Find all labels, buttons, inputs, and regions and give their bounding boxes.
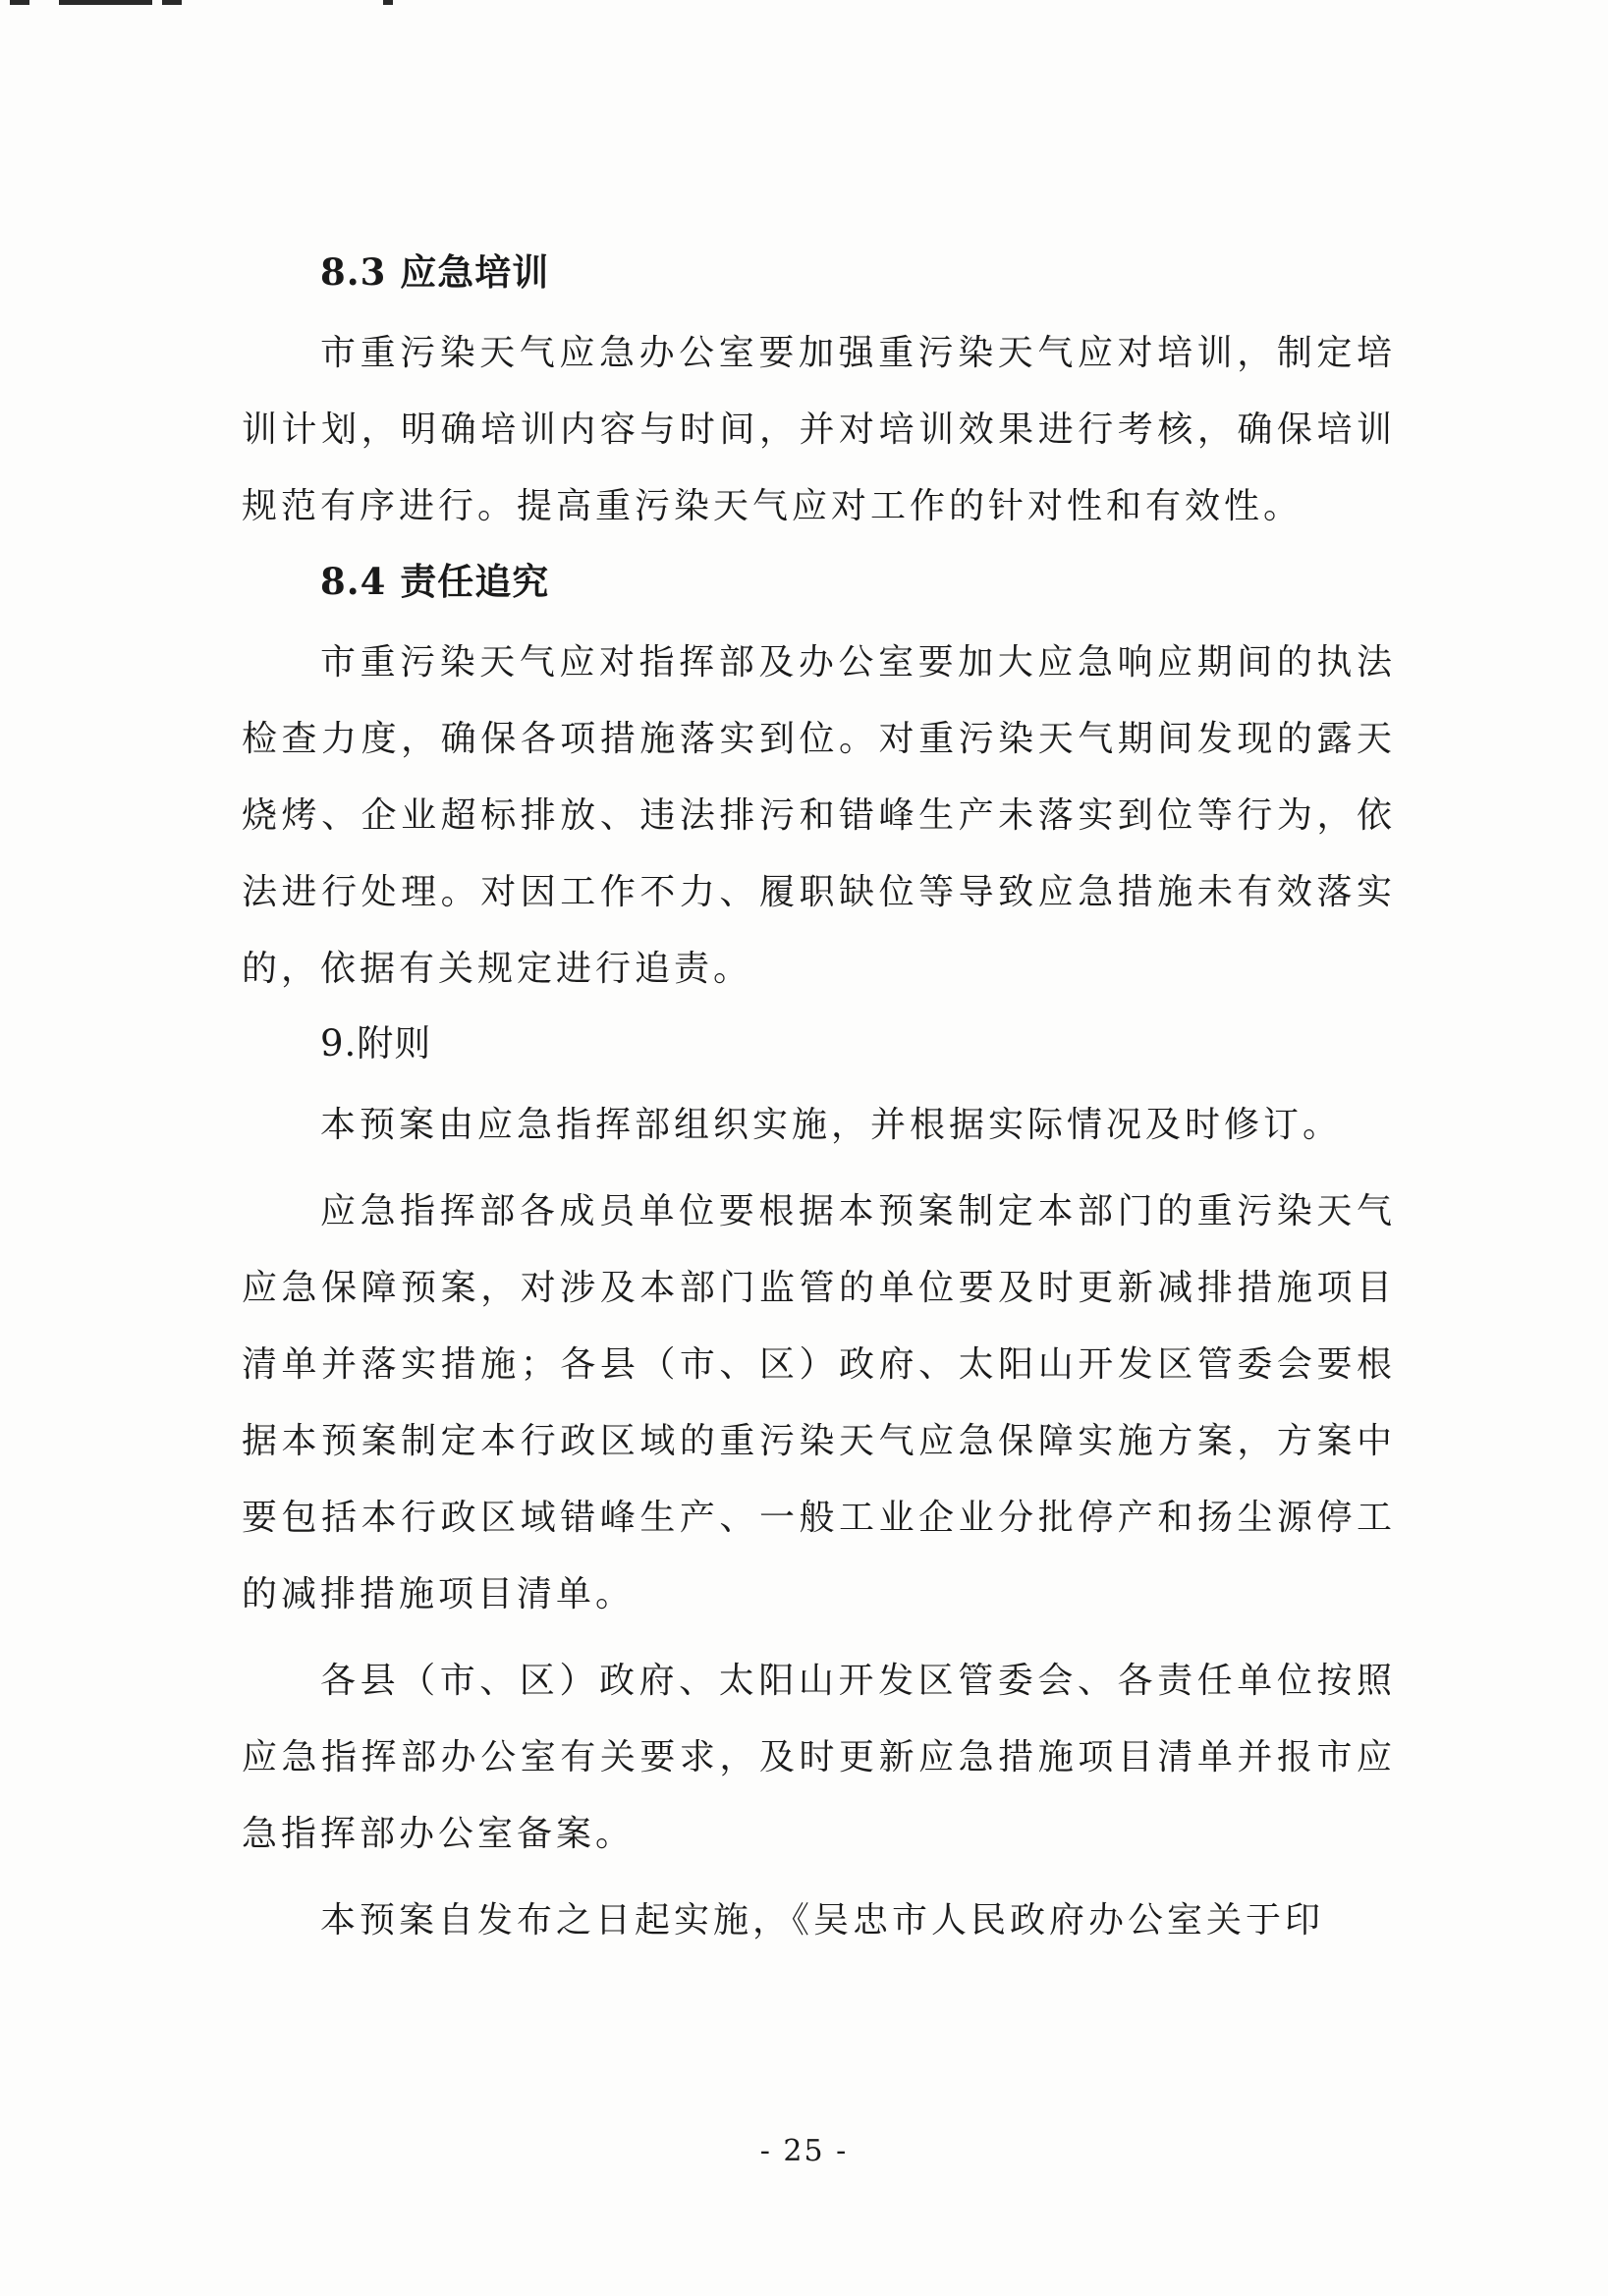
scan-mark <box>162 0 182 5</box>
paragraph: 应急指挥部各成员单位要根据本预案制定本部门的重污染天气应急保障预案，对涉及本部门监管的单位要及时更新减排措施项目清单并落实措施；各县（市、区）政府、太阳山开发区管委会要根据本预案制定本行政区域的重污染天气应急保障实施方案，方案中要包括本行政区域错峰生产、一般工业企业分批停产和扬尘源停工的减排措施项目清单。 <box>242 1191 1396 1614</box>
paragraph: 市重污染天气应对指挥部及办公室要加大应急响应期间的执法检查力度，确保各项措施落实到位。对重污染天气期间发现的露天烧烤、企业超标排放、违法排污和错峰生产未落实到位等行为，依法进行处理。对因工作不力、履职缺位等导致应急措施未有效落实的，依据有关规定进行追责。 <box>242 642 1396 989</box>
scan-mark <box>383 0 393 5</box>
section-8-4 <box>242 555 1396 1008</box>
page-number: - 25 - <box>759 2134 849 2168</box>
paragraph: 各县（市、区）政府、太阳山开发区管委会、各责任单位按照应急指挥部办公室有关要求，及时更新应急措施项目清单并报市应急指挥部办公室备案。 <box>242 1661 1396 1854</box>
scan-mark <box>10 0 29 5</box>
page-content <box>242 246 1396 1969</box>
section-heading: 8.3 应急培训 <box>320 250 550 294</box>
section-9 <box>242 1017 1396 1959</box>
paragraph: 本预案由应急指挥部组织实施，并根据实际情况及时修订。 <box>320 1105 1343 1145</box>
scan-mark <box>59 0 152 5</box>
scan-edge-marks <box>0 0 1608 8</box>
paragraph: 本预案自发布之日起实施，《吴忠市人民政府办公室关于印 <box>320 1900 1325 1941</box>
section-8-3 <box>242 246 1396 545</box>
section-heading: 9.附则 <box>320 1022 432 1065</box>
section-heading: 8.4 责任追究 <box>320 560 550 603</box>
paragraph: 市重污染天气应急办公室要加强重污染天气应对培训，制定培训计划，明确培训内容与时间，并对培训效果进行考核，确保培训规范有序进行。提高重污染天气应对工作的针对性和有效性。 <box>242 333 1396 526</box>
